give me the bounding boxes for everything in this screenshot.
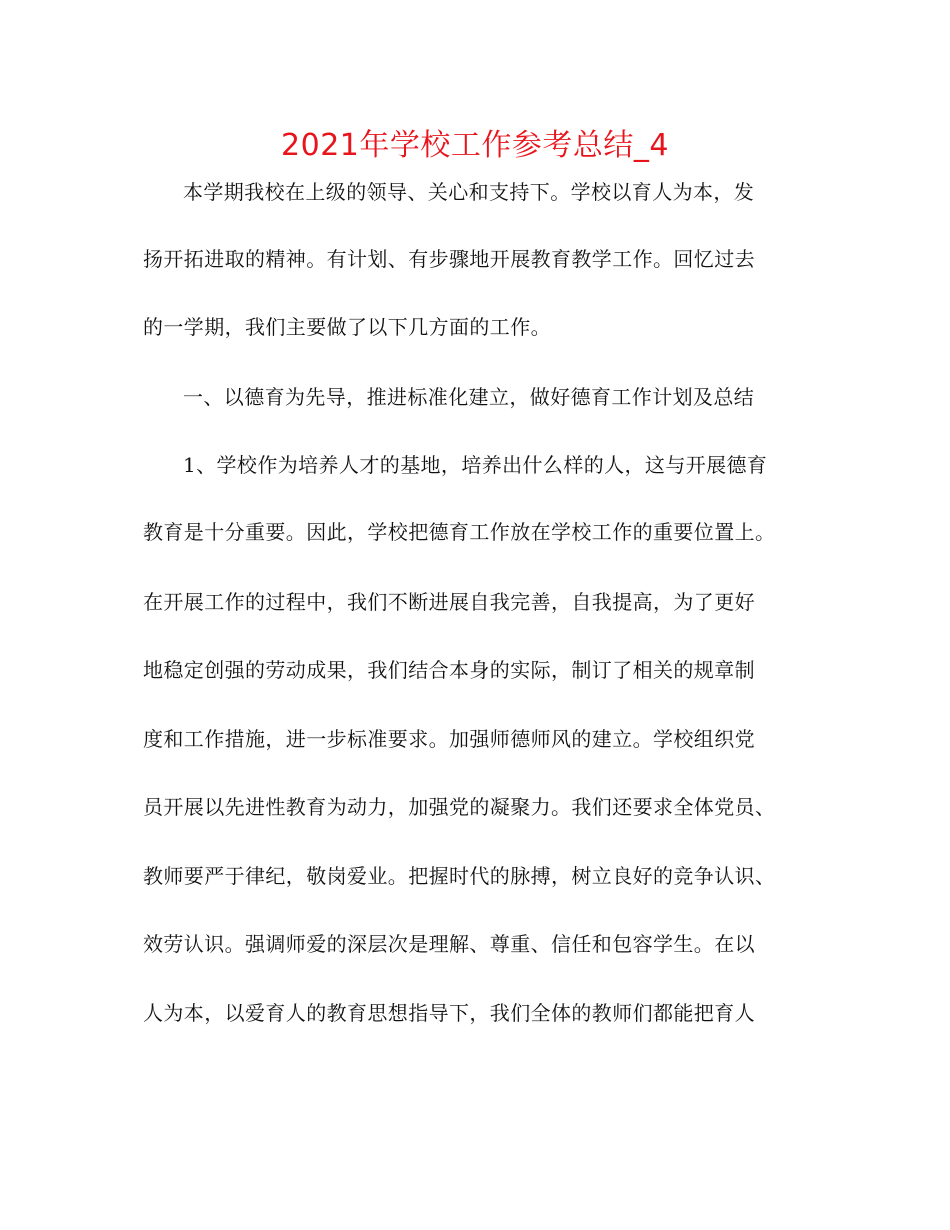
section-heading-line: 一、以德育为先导，推进标准化建立，做好德育工作计划及总结 <box>183 385 755 409</box>
paragraph-line: 教育是十分重要。因此，学校把德育工作放在学校工作的重要位置上。 <box>143 520 776 544</box>
paragraph-line: 在开展工作的过程中，我们不断进展自我完善，自我提高，为了更好 <box>143 590 755 614</box>
paragraph-line: 员开展以先进性教育为动力，加强党的凝聚力。我们还要求全体党员、 <box>143 795 776 819</box>
paragraph-line: 效劳认识。强调师爱的深层次是理解、尊重、信任和包容学生。在以 <box>143 932 755 956</box>
paragraph-line: 1、学校作为培养人才的基地，培养出什么样的人，这与开展德育 <box>183 453 768 477</box>
document-title: 2021年学校工作参考总结_4 <box>281 128 669 163</box>
paragraph-line: 教师要严于律纪，敬岗爱业。把握时代的脉搏，树立良好的竞争认识、 <box>143 864 776 888</box>
paragraph-line: 的一学期，我们主要做了以下几方面的工作。 <box>143 315 551 339</box>
paragraph-line: 度和工作措施，进一步标准要求。加强师德师风的建立。学校组织党 <box>143 727 755 751</box>
paragraph-line: 扬开拓进取的精神。有计划、有步骤地开展教育教学工作。回忆过去 <box>143 247 755 271</box>
paragraph-line: 人为本，以爱育人的教育思想指导下，我们全体的教师们都能把育人 <box>143 1001 755 1025</box>
paragraph-line: 本学期我校在上级的领导、关心和支持下。学校以育人为本，发 <box>183 180 755 204</box>
paragraph-line: 地稳定创强的劳动成果，我们结合本身的实际，制订了相关的规章制 <box>143 658 755 682</box>
